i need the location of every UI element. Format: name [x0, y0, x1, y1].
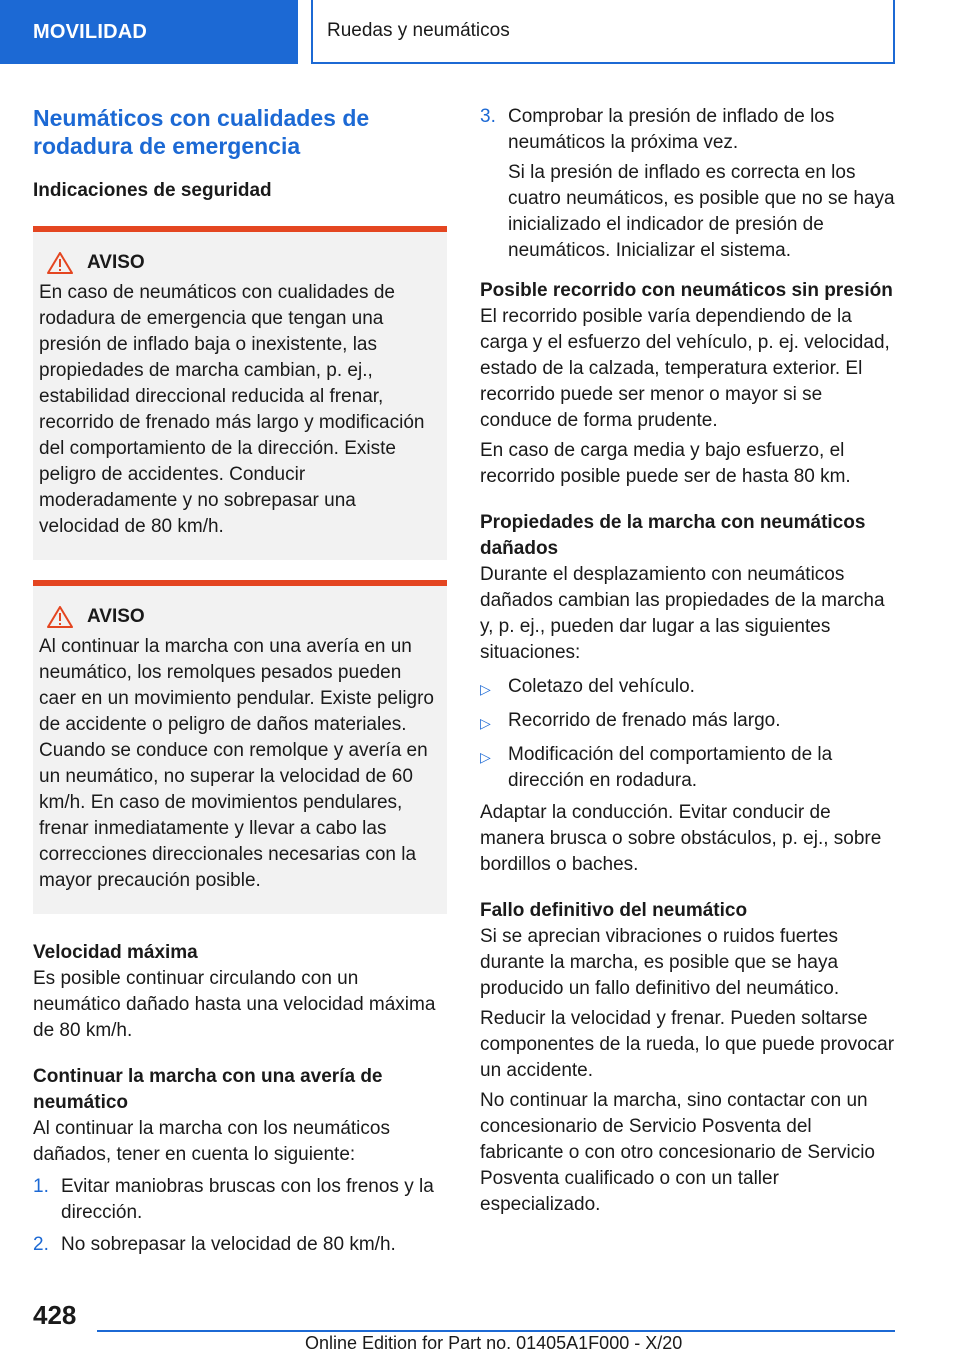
header-section-tab [0, 0, 298, 64]
range-section [480, 278, 896, 490]
bullet-text: Modificación del comportamiento de la dirección en rodadura. [508, 744, 833, 791]
list-item [480, 674, 896, 702]
page-title: Neumáticos con cualidades de rodadura de emergencia [33, 105, 370, 159]
warning-title: AVISO [87, 252, 145, 273]
safety-heading: Indicaciones de seguridad [33, 180, 272, 201]
failure-text-2: Reducir la velocidad y frenar. Pueden soltarse componentes de la rueda, lo que puede provocar un accidente. [480, 1008, 895, 1081]
continue-section [33, 1064, 447, 1258]
continue-heading: Continuar la marcha con una avería de neumático [33, 1066, 383, 1113]
step-text: Evitar maniobras bruscas con los frenos y la dirección. [61, 1176, 434, 1223]
range-text-1: El recorrido posible varía dependiendo de la carga y el esfuerzo del vehículo, p. ej. velocidad, estado de la calzada, temperatura exterior. El recorrido puede ser menor o mayor si se conduce de forma prudente. [480, 306, 890, 431]
right-column [480, 100, 896, 1218]
range-text-2: En caso de carga media y bajo esfuerzo, el recorrido posible puede ser de hasta 80 km. [480, 440, 851, 487]
footer-rule [97, 1330, 895, 1332]
speed-section [33, 940, 447, 1044]
list-item [480, 742, 896, 794]
bullet-arrow-icon: ▷ [480, 681, 491, 697]
list-item [33, 1232, 447, 1258]
steps-list-continued [480, 104, 896, 264]
warning-header [39, 606, 441, 628]
continue-text: Al continuar la marcha con los neumáticos dañados, tener en cuenta lo siguiente: [33, 1118, 390, 1165]
header-section-label: MOVILIDAD [33, 20, 148, 43]
failure-text-3: No continuar la marcha, sino contactar con un concesionario de Servicio Posventa del fabricante o con otro concesionario de Servicio Posventa cualificado o con un taller especializado. [480, 1090, 876, 1215]
warning-triangle-icon [47, 252, 73, 274]
props-after-text: Adaptar la conducción. Evitar conducir de manera brusca o sobre obstáculos, p. ej., sobre bordillos o baches. [480, 802, 882, 875]
page-number: 428 [33, 1300, 77, 1330]
warning-header [39, 252, 441, 274]
warning-text: En caso de neumáticos con cualidades de rodadura de emergencia que tengan una presión de inflado baja o inexistente, las propiedades de marcha cambian, p. ej., estabilidad direccional reducida al frenar, recorrido de frenado más largo y modificación del comportamiento de la dirección. Existe peligro de accidentes. Conducir moderadamente y no sobrepasar una velocidad de 80 km/h. [39, 282, 425, 537]
range-heading: Posible recorrido con neumáticos sin presión [480, 280, 893, 301]
warning-triangle-icon [47, 606, 73, 628]
speed-text: Es posible continuar circulando con un neumático dañado hasta una velocidad máxima de 80 km/h. [33, 968, 436, 1041]
list-item [480, 104, 896, 264]
left-column [33, 100, 447, 1264]
step-number: 3. [480, 106, 496, 127]
props-bullets [480, 674, 896, 794]
props-section [480, 510, 896, 878]
steps-list [33, 1174, 447, 1258]
failure-heading: Fallo definitivo del neumático [480, 900, 748, 921]
list-item [480, 708, 896, 736]
speed-heading: Velocidad máxima [33, 942, 198, 963]
props-heading: Propiedades de la marcha con neumáticos dañados [480, 512, 866, 559]
step-body [508, 104, 896, 264]
header-chapter-box [311, 0, 895, 64]
warning-box-2 [33, 580, 447, 914]
step-note: Si la presión de inflado es correcta en los cuatro neumáticos, es posible que no se haya inicializado el indicador de presión de neumáticos. Inicializar el sistema. [508, 162, 895, 261]
step-text: Comprobar la presión de inflado de los neumáticos la próxima vez. [508, 106, 835, 153]
step-number: 1. [33, 1176, 49, 1197]
bullet-text: Recorrido de frenado más largo. [508, 710, 781, 731]
bullet-arrow-icon: ▷ [480, 715, 491, 731]
warning-title: AVISO [87, 606, 145, 627]
bullet-text: Coletazo del vehículo. [508, 676, 695, 697]
header-chapter-label: Ruedas y neumáticos [327, 20, 510, 41]
props-text: Durante el desplazamiento con neumáticos dañados cambian las propiedades de la marcha y, p. ej., pueden dar lugar a las siguientes situaciones: [480, 564, 885, 663]
list-item [33, 1174, 447, 1226]
footer-edition: Online Edition for Part no. 01405A1F000 - X/20 [305, 1333, 683, 1353]
step-text: No sobrepasar la velocidad de 80 km/h. [61, 1234, 396, 1255]
warning-box-1 [33, 226, 447, 560]
failure-section [480, 898, 896, 1218]
failure-text-1: Si se aprecian vibraciones o ruidos fuertes durante la marcha, es posible que se haya producido un fallo definitivo del neumático. [480, 926, 840, 999]
bullet-arrow-icon: ▷ [480, 749, 491, 765]
step-number: 2. [33, 1234, 49, 1255]
warning-text: Al continuar la marcha con una avería en un neumático, los remolques pesados pueden caer en un movimiento pendular. Existe peligro de accidente o peligro de daños materiales. Cuando se conduce con remolque y avería en un neumático, no superar la velocidad de 60 km/h. En caso de movimientos pendulares, frenar inmediatamente y llevar a cabo las correcciones direccionales necesarias con la mayor precaución posible. [39, 636, 435, 891]
